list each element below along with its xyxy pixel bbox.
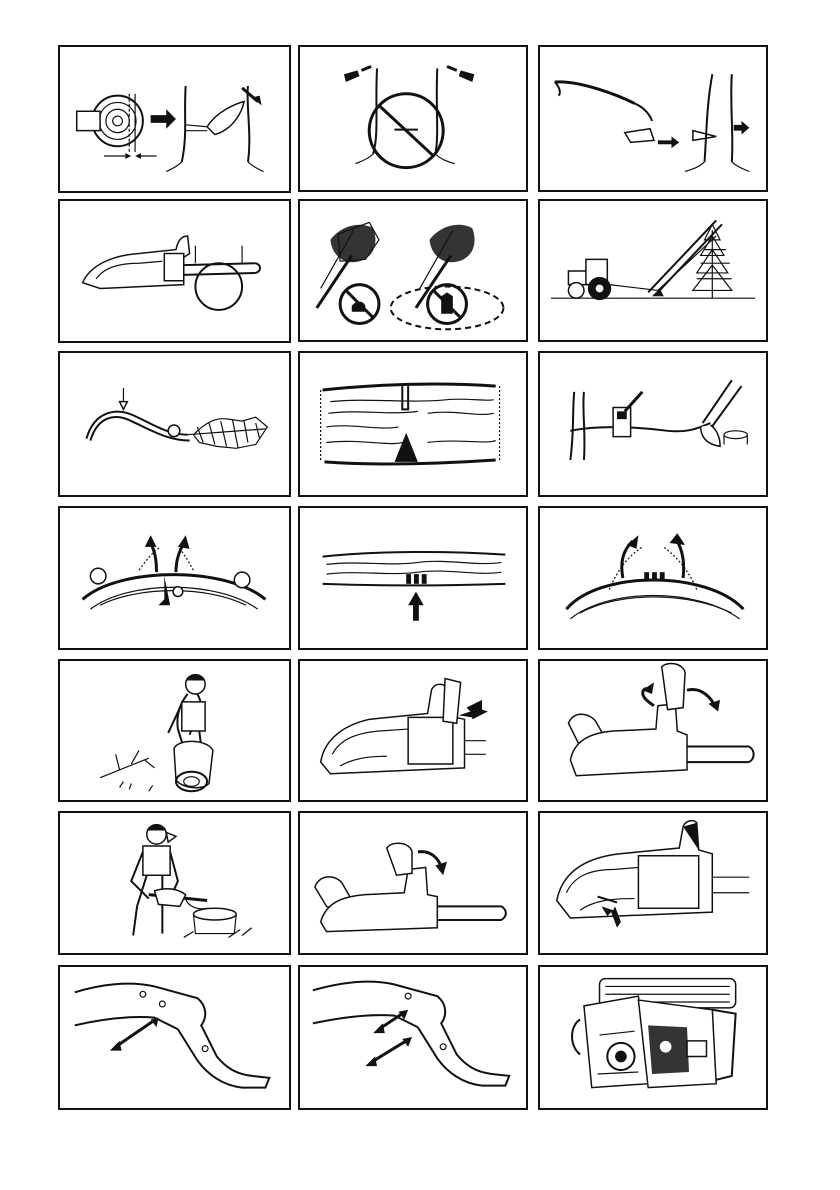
- panel-throttle: [538, 811, 768, 955]
- winch-tree-pull-icon: [540, 353, 766, 495]
- handle-vibration-check-icon: [60, 967, 289, 1108]
- tractor-winch-icon: [540, 201, 766, 340]
- handle-mount-check-icon: [300, 967, 526, 1108]
- panel-felling-wedge: [538, 45, 768, 192]
- panel-cutting-stump: [58, 811, 291, 955]
- panel-arched-log: [538, 506, 768, 650]
- log-pinch-cut-icon: [300, 353, 526, 495]
- panel-log-tension-top: [58, 506, 291, 650]
- hand-guard-release-icon: [300, 813, 526, 953]
- panel-engine-detail: [538, 965, 768, 1110]
- operator-rolling-log-icon: [60, 661, 289, 800]
- bent-tree-tension-icon: [60, 353, 289, 495]
- panel-handle-mount: [298, 965, 528, 1110]
- log-bottom-cut-icon: [300, 508, 526, 648]
- panel-winch-pull: [538, 351, 768, 497]
- operator-cutting-stump-icon: [60, 813, 289, 953]
- log-tension-top-cut-icon: [60, 508, 289, 648]
- panel-tractor-winch: [538, 199, 768, 342]
- throttle-trigger-icon: [540, 813, 766, 953]
- panel-danger-zone: [298, 199, 528, 342]
- hand-guard-operation-icon: [540, 661, 766, 800]
- panel-log-pinch: [298, 351, 528, 497]
- hinge-wood-section-icon: [60, 47, 289, 191]
- panel-chain-brake: [298, 659, 528, 802]
- felling-danger-zone-icon: [300, 201, 526, 340]
- panel-no-center-cut: [298, 45, 528, 192]
- panel-hand-guard: [538, 659, 768, 802]
- chain-brake-engage-icon: [300, 661, 526, 800]
- panel-hinge-wood: [58, 45, 291, 193]
- arched-log-cut-icon: [540, 508, 766, 648]
- chainsaw-bar-length-icon: [60, 201, 289, 341]
- panel-bent-tree: [58, 351, 291, 497]
- panel-handle-vibration: [58, 965, 291, 1110]
- panel-bar-length: [58, 199, 291, 343]
- panel-log-bottom: [298, 506, 528, 650]
- panel-rolling-log: [58, 659, 291, 802]
- panel-guard-release: [298, 811, 528, 955]
- chainsaw-engine-detail-icon: [540, 967, 766, 1108]
- no-center-cut-icon: [300, 47, 526, 190]
- felling-wedge-lever-icon: [540, 47, 766, 190]
